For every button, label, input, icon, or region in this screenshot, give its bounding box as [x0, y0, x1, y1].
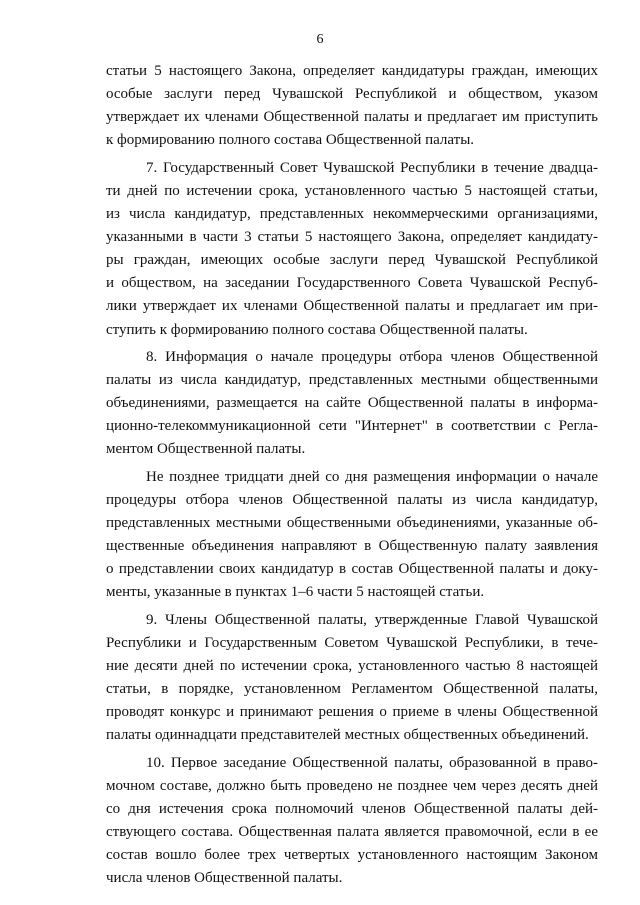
text-line: ние десяти дней по истечении срока, установленного частью 8 настоящей: [106, 658, 598, 675]
text-line: утверждает их членами Общественной палаты и предлагает им приступить: [106, 109, 598, 126]
text-line: 10. Первое заседание Общественной палаты, образованной в право-: [146, 754, 598, 771]
text-line: из числа кандидатур, представленных некоммерческими организациями,: [106, 206, 598, 222]
text-line: статьи 5 настоящего Закона, определяет кандидатуры граждан, имеющих: [106, 63, 598, 79]
text-line: со дня истечения срока полномочий членов Общественной палаты дей-: [106, 801, 598, 818]
text-line: проводят конкурс и принимают решения о приеме в члены Общественной: [106, 704, 598, 721]
text-line: 9. Члены Общественной палаты, утвержденные Главой Чувашской: [146, 611, 598, 628]
text-line: статьи, в порядке, установленном Регламентом Общественной палаты,: [106, 681, 598, 698]
text-line: 7. Государственный Совет Чувашской Республики в течение двадца-: [146, 159, 598, 176]
text-line: палаты одиннадцати представителей местных общественных объединений.: [106, 727, 589, 744]
text-line: числа членов Общественной палаты.: [106, 870, 343, 887]
text-line: процедуры отбора членов Общественной палаты из числа кандидатур,: [106, 492, 598, 508]
text-line: лики утверждает их членами Общественной палаты и предлагает им при-: [106, 298, 598, 315]
text-line: менты, указанные в пунктах 1–6 части 5 настоящей статьи.: [106, 584, 485, 601]
text-line: состав вошло более трех четвертых установленного настоящим Законом: [106, 847, 598, 864]
text-line: ционно-телекоммуникационной сети "Интернет" в соответствии с Регла-: [106, 418, 598, 435]
text-line: указанными в части 3 статьи 5 настоящего Закона, определяет кандидату-: [106, 229, 598, 246]
text-line: мочном составе, должно быть проведено не позднее чем через десять дней: [106, 778, 598, 794]
text-line: палаты из числа кандидатур, представленных местными общественными: [106, 372, 598, 389]
text-line: о представлении своих кандидатур в состав Общественной палаты и доку-: [106, 561, 598, 578]
text-line: ствующего состава. Общественная палата является правомочной, если в ее: [106, 824, 598, 841]
text-line: объединениями, размещается на сайте Общественной палаты в информа-: [106, 395, 598, 412]
page-number: 6: [316, 32, 324, 47]
text-line: ступить к формированию полного состава Общественной палаты.: [106, 321, 528, 338]
text-line: представленных местными общественными объединениями, указанные об-: [106, 515, 598, 532]
text-line: Республики и Государственным Советом Чувашской Республики, в тече-: [106, 635, 598, 651]
text-line: ментом Общественной палаты.: [106, 441, 306, 458]
text-line: щественные объединения направляют в Общественную палату заявления: [106, 538, 598, 555]
text-line: к формированию полного состава Общественной палаты.: [106, 132, 475, 149]
text-line: ти дней по истечении срока, установленного частью 5 настоящей статьи,: [106, 182, 598, 199]
text-line: Не позднее тридцати дней со дня размещения информации о начале: [146, 468, 598, 485]
text-line: 8. Информация о начале процедуры отбора членов Общественной: [146, 349, 598, 365]
text-line: и обществом, на заседании Государственного Совета Чувашской Респуб-: [106, 275, 598, 292]
text-line: ры граждан, имеющих особые заслуги перед Чувашской Республикой: [106, 252, 598, 269]
text-line: особые заслуги перед Чувашской Республикой и обществом, указом: [106, 86, 598, 103]
